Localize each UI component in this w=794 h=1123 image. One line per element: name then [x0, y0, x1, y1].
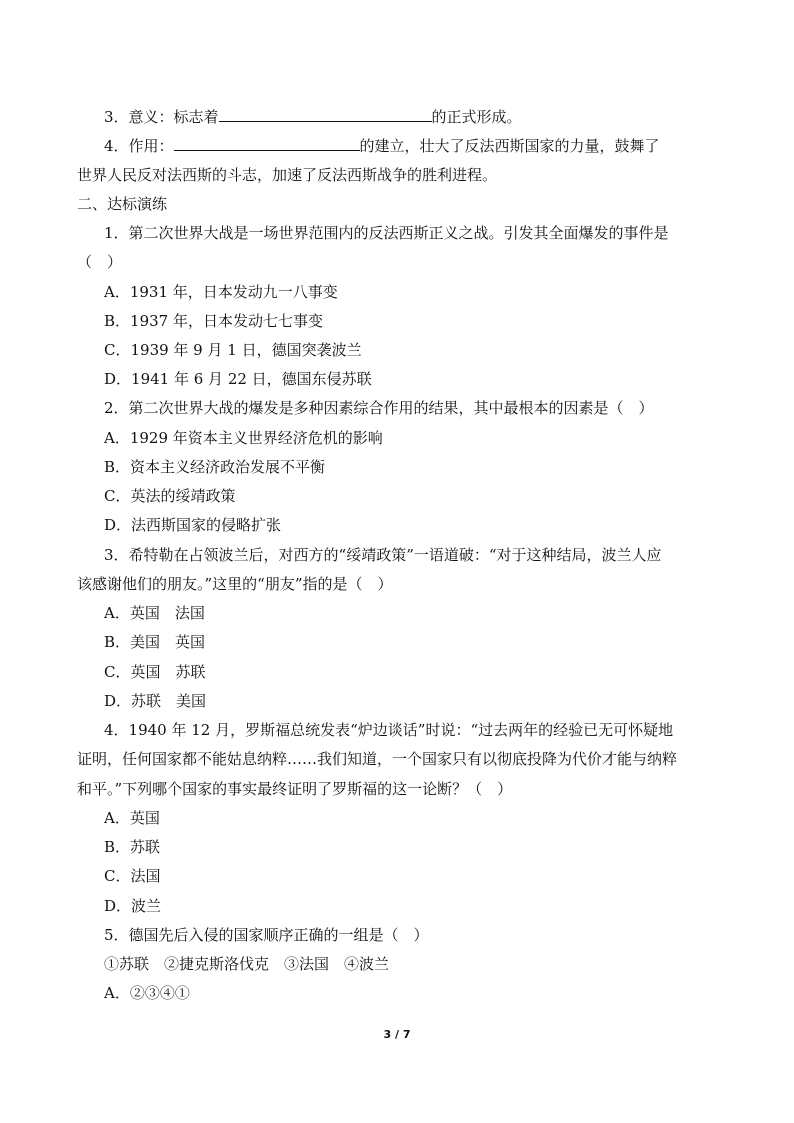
question-1-answer-bracket: （ ） — [77, 253, 123, 271]
question-3-option-d[interactable]: D．苏联 美国 — [104, 692, 207, 710]
question-4-stem-line-2: 证明，任何国家都不能姑息纳粹……我们知道，一个国家只有以彻底投降为代价才能与纳粹 — [77, 750, 678, 768]
question-1-option-d[interactable]: D．1941 年 6 月 22 日，德国东侵苏联 — [104, 370, 372, 388]
fill-item-4-suffix: 的建立，壮大了反法西斯国家的力量，鼓舞了 — [359, 137, 660, 155]
fill-blank-4[interactable] — [174, 135, 360, 151]
question-2-option-c[interactable]: C．英法的绥靖政策 — [104, 487, 236, 505]
question-1-option-c[interactable]: C．1939 年 9 月 1 日，德国突袭波兰 — [104, 341, 362, 359]
question-2-option-b[interactable]: B．资本主义经济政治发展不平衡 — [104, 458, 326, 476]
question-4-option-d[interactable]: D．波兰 — [104, 897, 162, 915]
question-1-option-a[interactable]: A．1931 年，日本发动九一八事变 — [104, 283, 338, 301]
question-4-option-b[interactable]: B．苏联 — [104, 838, 161, 856]
page-number: 3 / 7 — [383, 1028, 411, 1041]
question-3-stem-continuation: 该感谢他们的朋友。”这里的“朋友”指的是（ ） — [77, 575, 393, 593]
question-5-option-a[interactable]: A．②③④① — [104, 984, 190, 1002]
fill-blank-3[interactable] — [219, 106, 432, 122]
fill-item-4-prefix: 4．作用： — [104, 137, 174, 155]
question-1-option-b[interactable]: B．1937 年，日本发动七七事变 — [104, 312, 323, 330]
section-2-title: 二、达标演练 — [77, 195, 168, 213]
fill-item-3-prefix: 3．意义：标志着 — [104, 108, 219, 126]
fill-item-3-suffix: 的正式形成。 — [431, 108, 522, 126]
question-3-option-a[interactable]: A．英国 法国 — [104, 604, 205, 622]
question-2-option-a[interactable]: A．1929 年资本主义世界经济危机的影响 — [104, 429, 383, 447]
question-5-stem: 5．德国先后入侵的国家顺序正确的一组是（ ） — [104, 926, 429, 944]
question-3-stem: 3．希特勒在占领波兰后，对西方的“绥靖政策”一语道破：“对于这种结局，波兰人应 — [104, 546, 662, 564]
question-2-stem: 2．第二次世界大战的爆发是多种因素综合作用的结果，其中最根本的因素是（ ） — [104, 399, 654, 417]
question-4-option-a[interactable]: A．英国 — [104, 809, 160, 827]
question-1-stem: 1．第二次世界大战是一场世界范围内的反法西斯正义之战。引发其全面爆发的事件是 — [104, 224, 669, 242]
question-3-option-b[interactable]: B．美国 英国 — [104, 633, 206, 651]
question-4-stem-line-3: 和平。”下列哪个国家的事实最终证明了罗斯福的这一论断？（ ） — [77, 780, 513, 798]
fill-item-3 — [104, 106, 522, 126]
question-4-option-c[interactable]: C．法国 — [104, 867, 161, 885]
question-3-option-c[interactable]: C．英国 苏联 — [104, 663, 206, 681]
question-2-option-d[interactable]: D．法西斯国家的侵略扩张 — [104, 516, 282, 534]
question-4-stem: 4．1940 年 12 月，罗斯福总统发表“炉边谈话”时说：“过去两年的经验已无可怀疑地 — [104, 721, 674, 739]
fill-item-4-continuation: 世界人民反对法西斯的斗志，加速了反法西斯战争的胜利进程。 — [77, 166, 498, 184]
question-5-items: ①苏联 ②捷克斯洛伐克 ③法国 ④波兰 — [104, 955, 390, 973]
fill-item-4 — [104, 135, 660, 155]
